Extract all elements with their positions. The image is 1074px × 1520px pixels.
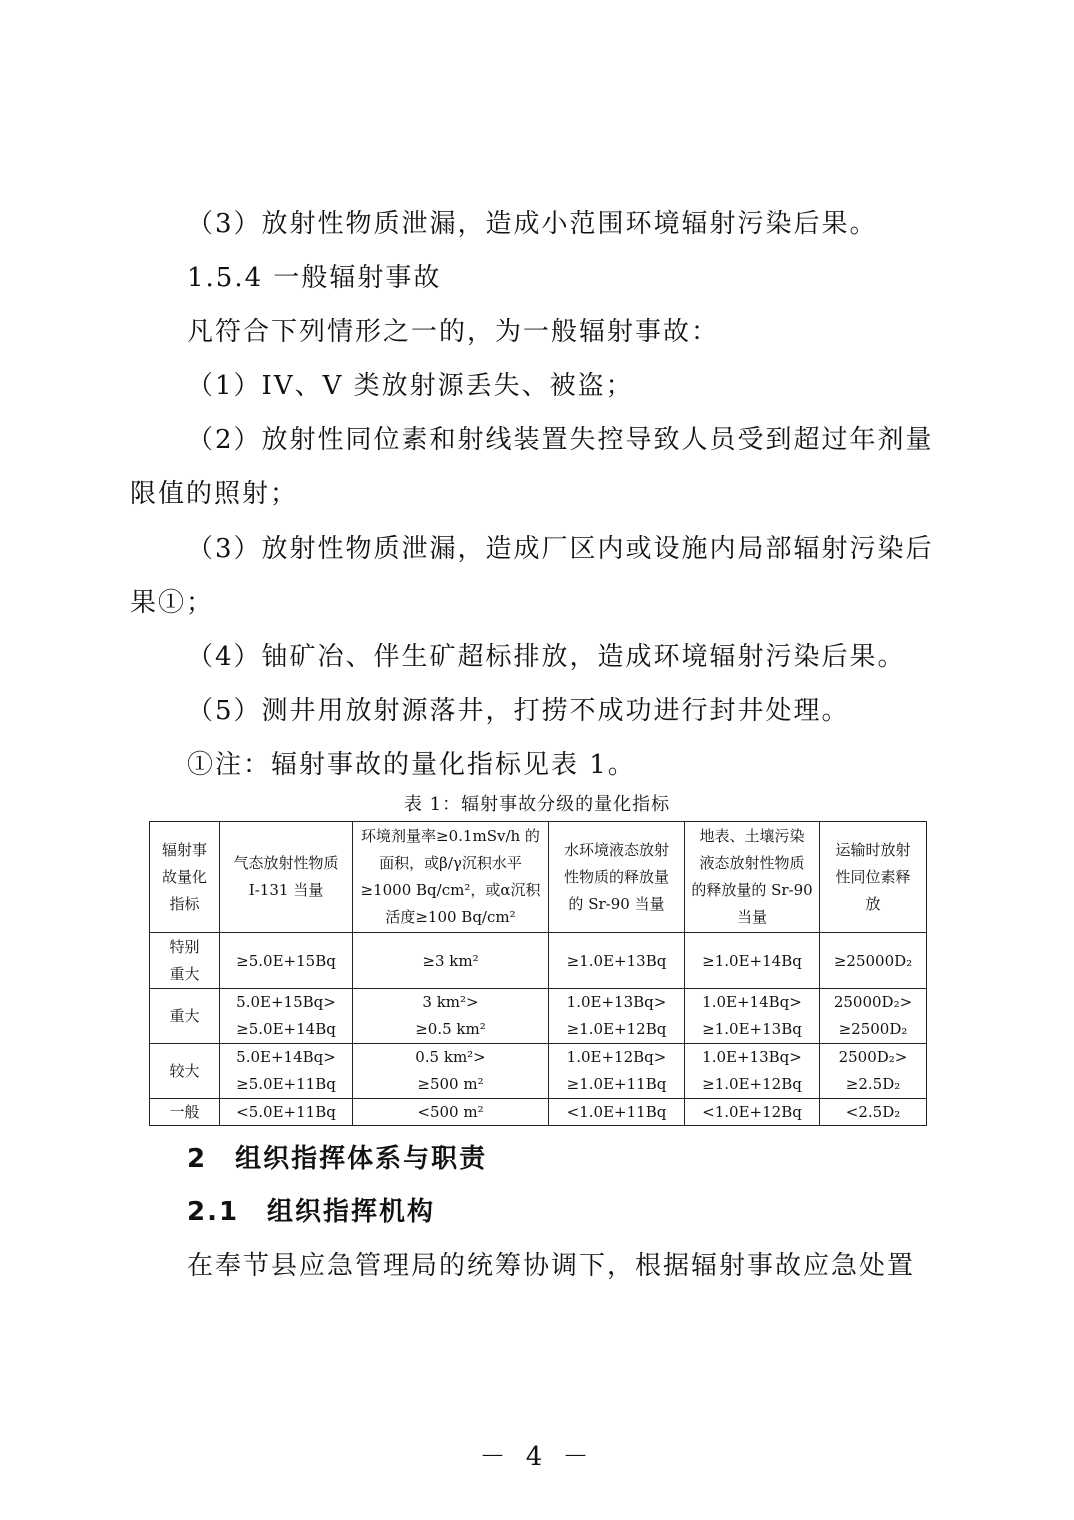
paragraph-line: 凡符合下列情形之一的，为一般辐射事故： [187, 317, 720, 347]
value-cell: <5.0E+11Bq [220, 1099, 353, 1126]
subsection-heading: 1.5.4 一般辐射事故 [187, 263, 442, 293]
footnote-line: ①注：辐射事故的量化指标见表 1。 [187, 750, 636, 780]
value-cell: ≥5.0E+15Bq [220, 933, 353, 989]
value-cell: 1.0E+12Bq> ≥1.0E+11Bq [549, 1044, 685, 1099]
value-cell: ≥1.0E+13Bq [549, 933, 685, 989]
paragraph-line: 在奉节县应急管理局的统筹协调下，根据辐射事故应急处置 [187, 1251, 916, 1281]
table-row [150, 989, 927, 1044]
value-cell: <2.5D₂ [820, 1099, 927, 1126]
level-cell: 较大 [150, 1044, 220, 1099]
value-cell: 1.0E+13Bq> ≥1.0E+12Bq [549, 989, 685, 1044]
header-cell: 环境剂量率≥0.1mSv/h 的 面积，或β/γ沉积水平 ≥1000 Bq/cm²，或α沉积 活度≥100 Bq/cm² [353, 822, 549, 933]
header-cell: 水环境液态放射 性物质的释放量 的 Sr-90 当量 [549, 822, 685, 933]
table-row [150, 1044, 927, 1099]
table-row [150, 1099, 927, 1126]
level-cell: 重大 [150, 989, 220, 1044]
paragraph-line: （3）放射性物质泄漏，造成小范围环境辐射污染后果。 [187, 209, 878, 239]
paragraph-line: 果①； [130, 588, 215, 618]
value-cell: 3 km²> ≥0.5 km² [353, 989, 549, 1044]
header-cell: 运输时放射 性同位素释 放 [820, 822, 927, 933]
value-cell: 5.0E+15Bq> ≥5.0E+14Bq [220, 989, 353, 1044]
header-cell: 气态放射性物质 I-131 当量 [220, 822, 353, 933]
value-cell: ≥25000D₂ [820, 933, 927, 989]
value-cell: 0.5 km²> ≥500 m² [353, 1044, 549, 1099]
value-cell: ≥1.0E+14Bq [685, 933, 820, 989]
value-cell: 25000D₂> ≥2500D₂ [820, 989, 927, 1044]
quantitative-indicator-table [149, 821, 927, 1126]
value-cell: <1.0E+12Bq [685, 1099, 820, 1126]
page-number: － 4 － [479, 1442, 595, 1472]
value-cell: 5.0E+14Bq> ≥5.0E+11Bq [220, 1044, 353, 1099]
paragraph-line: （4）铀矿冶、伴生矿超标排放，造成环境辐射污染后果。 [187, 642, 906, 672]
table-header-row [150, 822, 927, 933]
value-cell: <1.0E+11Bq [549, 1099, 685, 1126]
paragraph-line: 限值的照射； [130, 479, 299, 509]
header-cell: 地表、土壤污染 液态放射性物质 的释放量的 Sr-90 当量 [685, 822, 820, 933]
table-row [150, 933, 927, 989]
level-cell: 特别 重大 [150, 933, 220, 989]
table-caption: 表 1：辐射事故分级的量化指标 [403, 794, 671, 815]
value-cell: <500 m² [353, 1099, 549, 1126]
level-cell: 一般 [150, 1099, 220, 1126]
value-cell: 1.0E+13Bq> ≥1.0E+12Bq [685, 1044, 820, 1099]
subsection-heading: 2.1 组织指挥机构 [187, 1197, 436, 1227]
paragraph-line: （1）IV、V 类放射源丢失、被盗； [187, 371, 634, 401]
paragraph-line: （3）放射性物质泄漏，造成厂区内或设施内局部辐射污染后 [187, 534, 934, 564]
value-cell: 1.0E+14Bq> ≥1.0E+13Bq [685, 989, 820, 1044]
section-heading: 2 组织指挥体系与职责 [187, 1144, 488, 1174]
value-cell: ≥3 km² [353, 933, 549, 989]
value-cell: 2500D₂> ≥2.5D₂ [820, 1044, 927, 1099]
header-cell: 辐射事 故量化 指标 [150, 822, 220, 933]
paragraph-line: （2）放射性同位素和射线装置失控导致人员受到超过年剂量 [187, 425, 934, 455]
paragraph-line: （5）测井用放射源落井，打捞不成功进行封井处理。 [187, 696, 850, 726]
